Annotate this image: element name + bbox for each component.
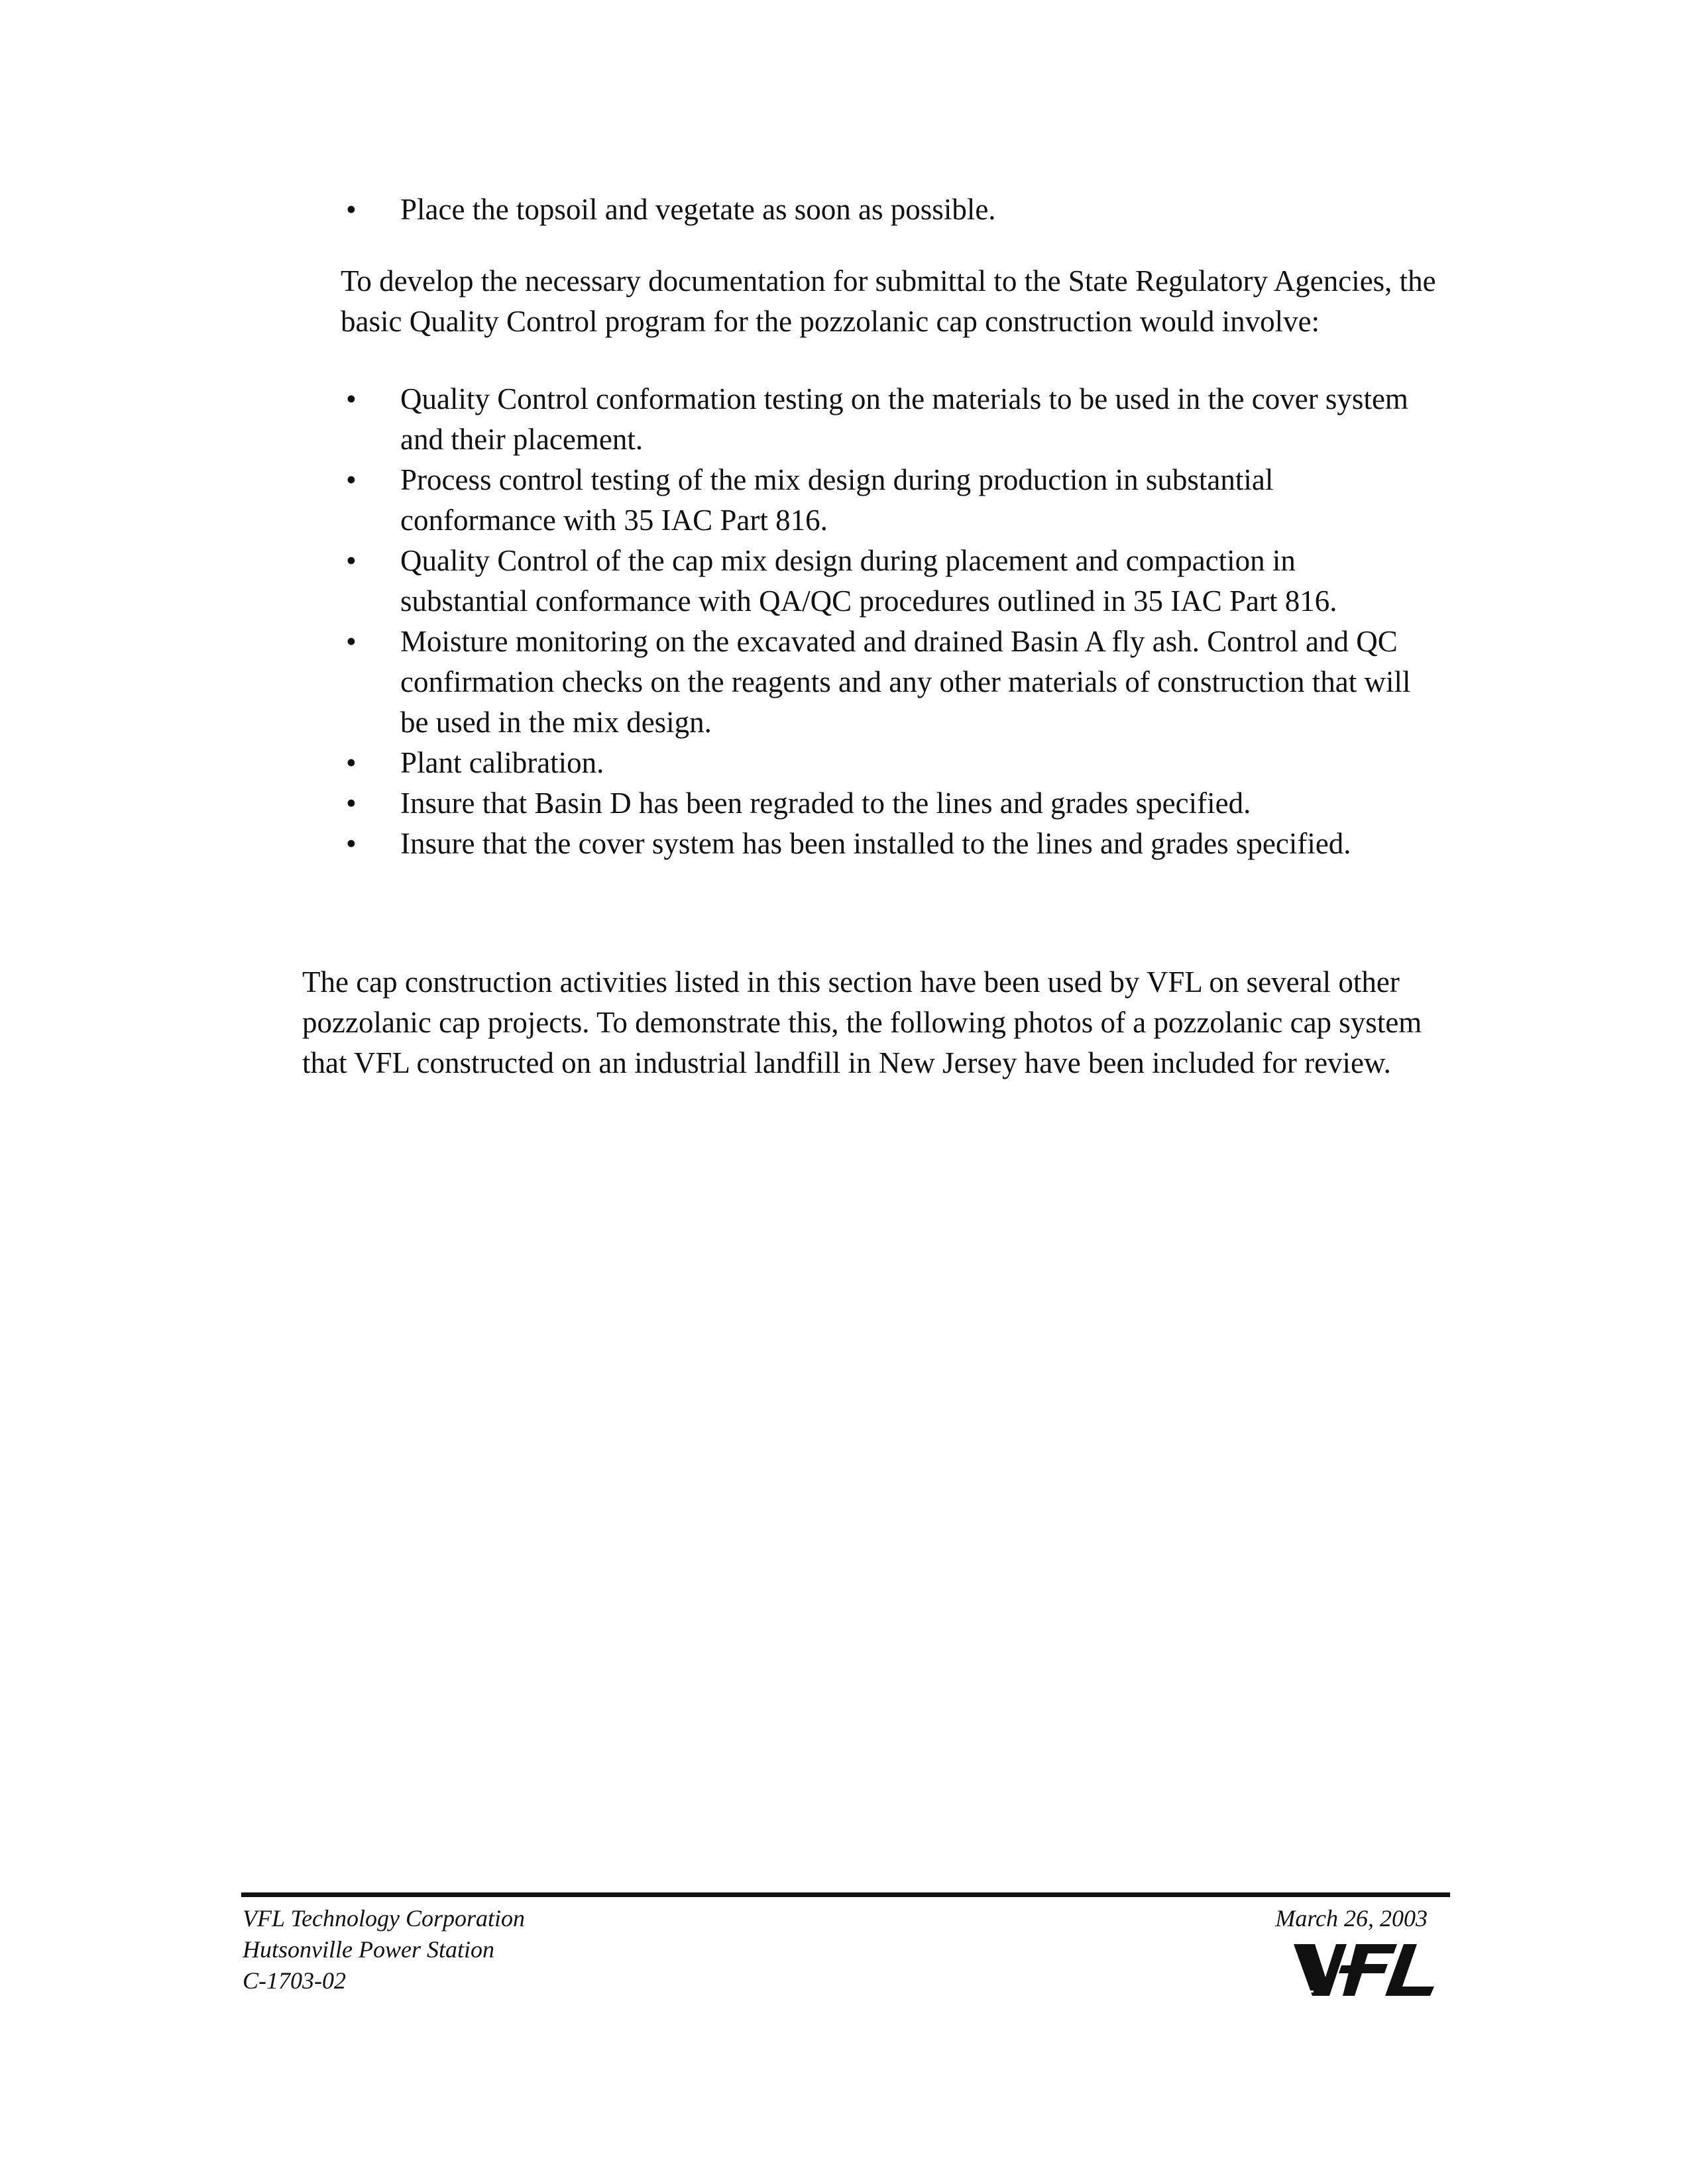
vfl-logo-icon: [1291, 1940, 1437, 2000]
bullet-icon: •: [346, 746, 357, 779]
bullet-icon: •: [346, 382, 357, 415]
footer-date: March 26, 2003: [1275, 1905, 1428, 1932]
bullet-icon: •: [346, 544, 357, 577]
intro-paragraph: To develop the necessary documentation for submittal to the State Regulatory Agencies, the basic Quality Control program for the pozzolanic cap construction would involve:: [341, 264, 1436, 338]
list-item-text: Insure that Basin D has been regraded to the lines and grades specified.: [400, 787, 1251, 820]
list-item-text: Moisture monitoring on the excavated and drained Basin A fly ash. Control and QC confirmation checks on the reagents and any other materials of construction that will be used in the mix design.: [400, 625, 1411, 739]
list-item: [0, 824, 1421, 864]
closing-paragraph: The cap construction activities listed in this section have been used by VFL on several other pozzolanic cap projects. To demonstrate this, the following photos of a pozzolanic cap system that VFL constructed on an industrial landfill in New Jersey have been included for review.: [302, 965, 1422, 1079]
footer-divider: [241, 1892, 1450, 1897]
list-item: [0, 541, 1421, 622]
list-item: [0, 190, 1421, 230]
qc-bullet-list: [0, 379, 1421, 864]
list-item-text: Insure that the cover system has been installed to the lines and grades specified.: [400, 827, 1351, 860]
list-item: [0, 379, 1421, 460]
footer-project: Hutsonville Power Station: [243, 1936, 494, 1963]
bullet-icon: •: [346, 463, 357, 496]
bullet-icon: •: [346, 827, 357, 860]
footer-company: VFL Technology Corporation: [243, 1905, 526, 1932]
list-item-text: Quality Control conformation testing on the materials to be used in the cover system and their placement.: [400, 382, 1408, 456]
bullet-icon: •: [346, 193, 357, 226]
bullet-icon: •: [346, 787, 357, 820]
list-item: [0, 783, 1421, 824]
list-item-text: Place the topsoil and vegetate as soon as possible.: [400, 193, 996, 226]
footer-info: [243, 1903, 525, 1996]
bullet-icon: •: [346, 625, 357, 658]
list-item-text: Plant calibration.: [400, 746, 604, 779]
top-bullet-list: [0, 190, 1421, 230]
footer-doc-number: C-1703-02: [243, 1967, 346, 1994]
list-item: [0, 622, 1421, 743]
list-item: [0, 743, 1421, 783]
list-item-text: Quality Control of the cap mix design during placement and compaction in substantial conformance with QA/QC procedures outlined in 35 IAC Part 816.: [400, 544, 1337, 618]
list-item: [0, 460, 1421, 541]
list-item-text: Process control testing of the mix design during production in substantial conformance with 35 IAC Part 816.: [400, 463, 1274, 537]
